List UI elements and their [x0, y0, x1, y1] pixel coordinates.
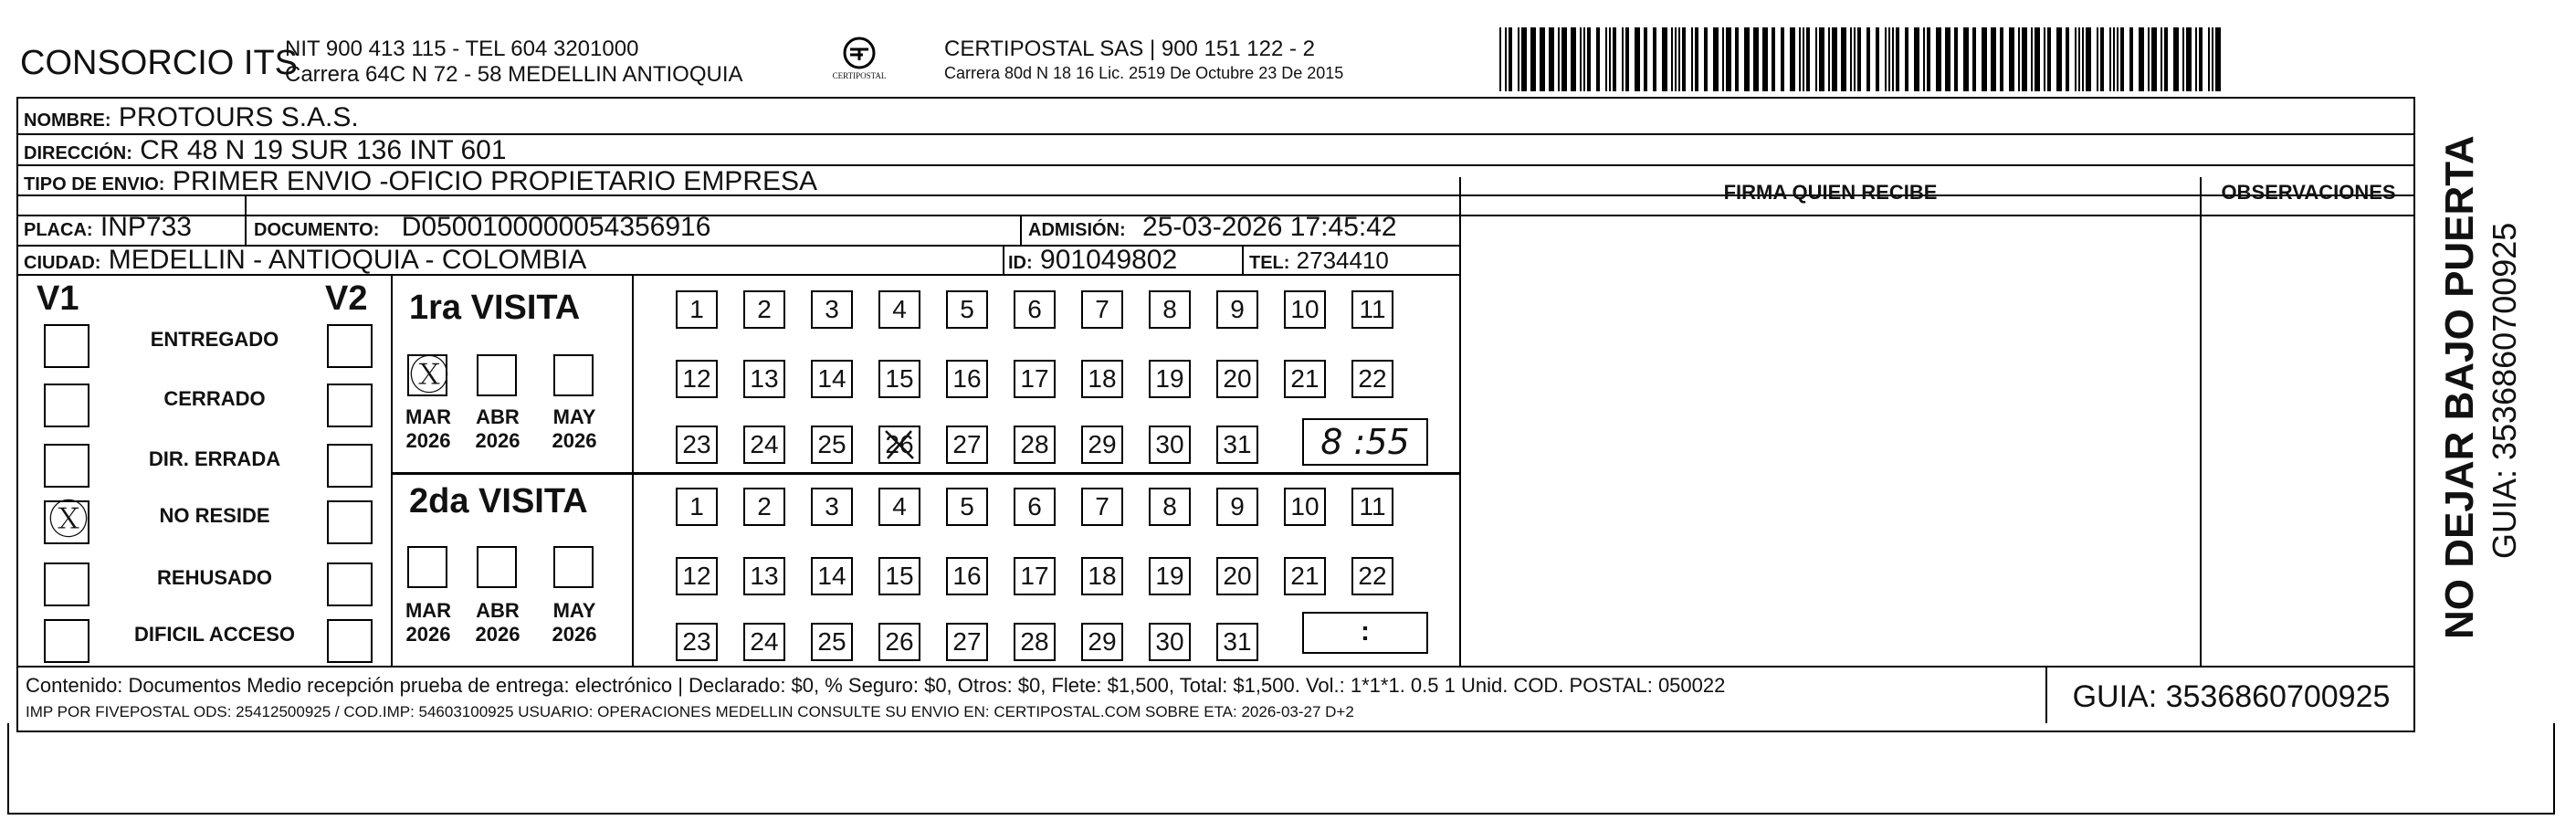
visit2-day-27[interactable]: 27	[946, 623, 988, 661]
visit1-day-26[interactable]: 26	[878, 426, 920, 464]
month-year: 2026	[475, 623, 520, 646]
visit2-month-checkbox-abr[interactable]	[477, 546, 517, 588]
visit2-day-9[interactable]: 9	[1216, 488, 1258, 526]
tipo-envio-field	[24, 166, 817, 197]
visit2-day-7[interactable]: 7	[1081, 488, 1123, 526]
ciudad-label: CIUDAD:	[24, 253, 101, 273]
visit2-title: 2da VISITA	[409, 482, 588, 520]
visit1-day-16[interactable]: 16	[946, 360, 988, 398]
id-label: ID:	[1008, 253, 1033, 273]
visit2-time-box[interactable]	[1302, 612, 1428, 654]
status-label-cerrado: CERRADO	[163, 387, 266, 410]
visit2-time: :	[1361, 616, 1370, 647]
documento-field	[254, 212, 710, 243]
visit2-day-14[interactable]: 14	[811, 557, 853, 595]
status-label-dir-errada: DIR. ERRADA	[148, 447, 281, 470]
v2-checkbox-entregado[interactable]	[327, 324, 373, 368]
visit1-day-17[interactable]: 17	[1014, 360, 1056, 398]
v2-checkbox-rehusado[interactable]	[327, 562, 373, 606]
nombre-label: NOMBRE:	[24, 110, 111, 131]
month-year: 2026	[405, 429, 451, 452]
visit2-day-31[interactable]: 31	[1216, 623, 1258, 661]
visit1-day-10[interactable]: 10	[1284, 290, 1326, 329]
visit2-day-20[interactable]: 20	[1216, 557, 1258, 595]
v1-checkbox-cerrado[interactable]	[44, 384, 89, 427]
placa-field	[24, 212, 192, 243]
tel-field	[1249, 247, 1389, 275]
footer-guia: GUIA: 3536860700925	[2072, 679, 2391, 714]
visit1-day-5[interactable]: 5	[946, 290, 988, 329]
ciudad-field	[24, 245, 586, 276]
month-name: ABR	[476, 405, 520, 428]
direccion-value: CR 48 N 19 SUR 136 INT 601	[140, 135, 507, 165]
barcode	[1499, 27, 2230, 91]
logo-text: CERTIPOSTAL	[832, 71, 887, 80]
visit1-day-4[interactable]: 4	[878, 290, 920, 329]
placa-label: PLACA:	[24, 220, 93, 240]
visit1-day-11[interactable]: 11	[1351, 290, 1393, 329]
documento-value: D0500100000054356916	[401, 212, 711, 242]
visit2-day-8[interactable]: 8	[1149, 488, 1191, 526]
visit2-day-24[interactable]: 24	[743, 623, 785, 661]
month-name: MAY	[552, 599, 596, 622]
v1-label: V1	[37, 279, 79, 318]
visit1-day-20[interactable]: 20	[1216, 360, 1258, 398]
visit2-day-29[interactable]: 29	[1081, 623, 1123, 661]
ciudad-value: MEDELLIN - ANTIOQUIA - COLOMBIA	[108, 245, 587, 275]
visit1-day-7[interactable]: 7	[1081, 290, 1123, 329]
visit2-day-17[interactable]: 17	[1014, 557, 1056, 595]
v1-checkbox-entregado[interactable]	[44, 324, 89, 368]
firma-area[interactable]	[1462, 216, 2199, 664]
status-label-rehusado: REHUSADO	[157, 566, 272, 589]
company-name: CONSORCIO ITS	[20, 44, 299, 82]
v2-checkbox-dificil-acceso[interactable]	[327, 619, 373, 663]
v1-checkbox-no-reside[interactable]	[44, 497, 89, 544]
direccion-field	[24, 135, 507, 166]
visit2-month-label-abr	[468, 599, 528, 647]
month-name: MAR	[405, 599, 452, 622]
nombre-value: PROTOURS S.A.S.	[118, 102, 359, 132]
visit1-day-3[interactable]: 3	[811, 290, 853, 329]
visit1-day-28[interactable]: 28	[1014, 426, 1056, 464]
month-year: 2026	[475, 429, 520, 452]
v2-checkbox-cerrado[interactable]	[327, 384, 373, 427]
observaciones-header: OBSERVACIONES	[2221, 181, 2396, 204]
nombre-field	[24, 102, 359, 133]
visit1-day-24[interactable]: 24	[743, 426, 785, 464]
lower-blank-area	[7, 723, 2555, 815]
month-year: 2026	[405, 623, 451, 646]
status-label-entregado: ENTREGADO	[150, 328, 279, 351]
admision-value: 25-03-2026 17:45:42	[1142, 212, 1397, 242]
visit2-month-label-may	[544, 599, 605, 647]
v2-label: V2	[325, 279, 368, 318]
visit1-day-12[interactable]: 12	[676, 360, 718, 398]
visit1-month-checkbox-abr[interactable]	[477, 354, 517, 396]
tel-label: TEL:	[1249, 253, 1290, 273]
visit1-day-13[interactable]: 13	[743, 360, 785, 398]
tipo-envio-label: TIPO DE ENVIO:	[24, 174, 165, 194]
visit2-day-16[interactable]: 16	[946, 557, 988, 595]
v2-checkbox-dir-errada[interactable]	[327, 444, 373, 488]
v1-checkbox-rehusado[interactable]	[44, 562, 89, 606]
visit2-day-5[interactable]: 5	[946, 488, 988, 526]
admision-field	[1028, 212, 1397, 243]
side-warning: NO DEJAR BAJO PUERTA	[2437, 135, 2482, 639]
visit1-day-8[interactable]: 8	[1149, 290, 1191, 329]
visit2-day-30[interactable]: 30	[1149, 623, 1191, 661]
id-field	[1008, 245, 1177, 276]
visit1-month-label-mar	[398, 405, 458, 453]
side-guia: GUIA: 3536860700925	[2486, 222, 2523, 559]
observaciones-area[interactable]	[2203, 216, 2413, 664]
company-line-1: NIT 900 413 115 - TEL 604 3201000	[285, 37, 639, 61]
courier-line-2: Carrera 80d N 18 16 Lic. 2519 De Octubre 23 De 2015	[944, 64, 1344, 82]
v2-checkbox-no-reside[interactable]	[327, 500, 373, 544]
courier-line-1: CERTIPOSTAL SAS | 900 151 122 - 2	[944, 37, 1315, 61]
month-check-mark: Ⓧ	[409, 352, 449, 399]
visit1-day-6[interactable]: 6	[1014, 290, 1056, 329]
visit2-month-checkbox-mar[interactable]	[407, 546, 447, 588]
footer-contenido: Contenido: Documentos Medio recepción prueba de entrega: electrónico | Declarado: $0, % Seguro: $0, Otros: $0, Flete: $1,500, Total: $1,500. Vol.: 1*1*1. 0.5 1 Unid. COD. POSTAL: 050022	[26, 674, 1726, 697]
visit2-day-4[interactable]: 4	[878, 488, 920, 526]
visit1-day-15[interactable]: 15	[878, 360, 920, 398]
documento-label: DOCUMENTO:	[254, 220, 380, 240]
visit1-day-30[interactable]: 30	[1149, 426, 1191, 464]
visit1-day-22[interactable]: 22	[1351, 360, 1393, 398]
certipostal-logo-icon	[820, 35, 899, 89]
visit1-month-checkbox-mar[interactable]	[407, 352, 449, 399]
tipo-envio-value: PRIMER ENVIO -OFICIO PROPIETARIO EMPRESA	[172, 166, 818, 196]
company-line-2: Carrera 64C N 72 - 58 MEDELLIN ANTIOQUIA	[285, 62, 743, 87]
month-name: ABR	[476, 599, 520, 622]
visit2-day-23[interactable]: 23	[676, 623, 718, 661]
visit2-day-3[interactable]: 3	[811, 488, 853, 526]
month-name: MAY	[552, 405, 596, 428]
visit2-month-checkbox-may[interactable]	[553, 546, 594, 588]
month-name: MAR	[405, 405, 452, 428]
footer-imp: IMP POR FIVEPOSTAL ODS: 25412500925 / COD.IMP: 54603100925 USUARIO: OPERACIONES MEDELLIN CONSULTE SU ENVIO EN: CERTIPOSTAL.COM SOBRE ETA: 2026-03-27 D+2	[26, 703, 1354, 720]
visit1-month-label-abr	[468, 405, 528, 453]
direccion-label: DIRECCIÓN:	[24, 143, 132, 163]
visit1-day-1[interactable]: 1	[676, 290, 718, 329]
visit1-day-19[interactable]: 19	[1149, 360, 1191, 398]
visit2-day-22[interactable]: 22	[1351, 557, 1393, 595]
day-cross-mark-icon	[880, 427, 919, 462]
visit1-day-31[interactable]: 31	[1216, 426, 1258, 464]
visit2-day-21[interactable]: 21	[1284, 557, 1326, 595]
visit2-day-13[interactable]: 13	[743, 557, 785, 595]
visit1-month-label-may	[544, 405, 605, 453]
visit2-day-19[interactable]: 19	[1149, 557, 1191, 595]
visit1-title: 1ra VISITA	[409, 289, 581, 327]
visit2-day-6[interactable]: 6	[1014, 488, 1056, 526]
visit2-day-2[interactable]: 2	[743, 488, 785, 526]
visit1-time-box[interactable]	[1302, 418, 1428, 466]
placa-value: INP733	[100, 212, 192, 242]
status-label-dificil-acceso: DIFICIL ACCESO	[133, 623, 295, 646]
month-year: 2026	[552, 623, 597, 646]
visit1-day-25[interactable]: 25	[811, 426, 853, 464]
visit2-day-1[interactable]: 1	[676, 488, 718, 526]
visit2-day-12[interactable]: 12	[676, 557, 718, 595]
firma-header: FIRMA QUIEN RECIBE	[1723, 181, 1938, 204]
visit1-day-2[interactable]: 2	[743, 290, 785, 329]
visit1-day-9[interactable]: 9	[1216, 290, 1258, 329]
visit1-month-checkbox-may[interactable]	[553, 354, 594, 396]
visit1-day-21[interactable]: 21	[1284, 360, 1326, 398]
visit2-day-11[interactable]: 11	[1351, 488, 1393, 526]
visit2-day-28[interactable]: 28	[1014, 623, 1056, 661]
visit2-month-label-mar	[398, 599, 458, 647]
visit2-day-25[interactable]: 25	[811, 623, 853, 661]
visit2-day-18[interactable]: 18	[1081, 557, 1123, 595]
visit1-time: 8 :55	[1320, 422, 1410, 462]
visit1-day-29[interactable]: 29	[1081, 426, 1123, 464]
tel-value: 2734410	[1296, 247, 1389, 274]
visit1-day-23[interactable]: 23	[676, 426, 718, 464]
visit1-day-18[interactable]: 18	[1081, 360, 1123, 398]
month-year: 2026	[552, 429, 597, 452]
visit1-day-14[interactable]: 14	[811, 360, 853, 398]
visit2-day-15[interactable]: 15	[878, 557, 920, 595]
visit1-day-27[interactable]: 27	[946, 426, 988, 464]
v1-checkbox-dir-errada[interactable]	[44, 444, 89, 488]
id-value: 901049802	[1040, 245, 1178, 275]
visit2-day-26[interactable]: 26	[878, 623, 920, 661]
v1-check-mark: Ⓧ	[48, 497, 89, 543]
v1-checkbox-dificil-acceso[interactable]	[44, 619, 89, 663]
admision-label: ADMISIÓN:	[1028, 220, 1126, 240]
status-label-no-reside: NO RESIDE	[159, 504, 270, 527]
visit2-day-10[interactable]: 10	[1284, 488, 1326, 526]
